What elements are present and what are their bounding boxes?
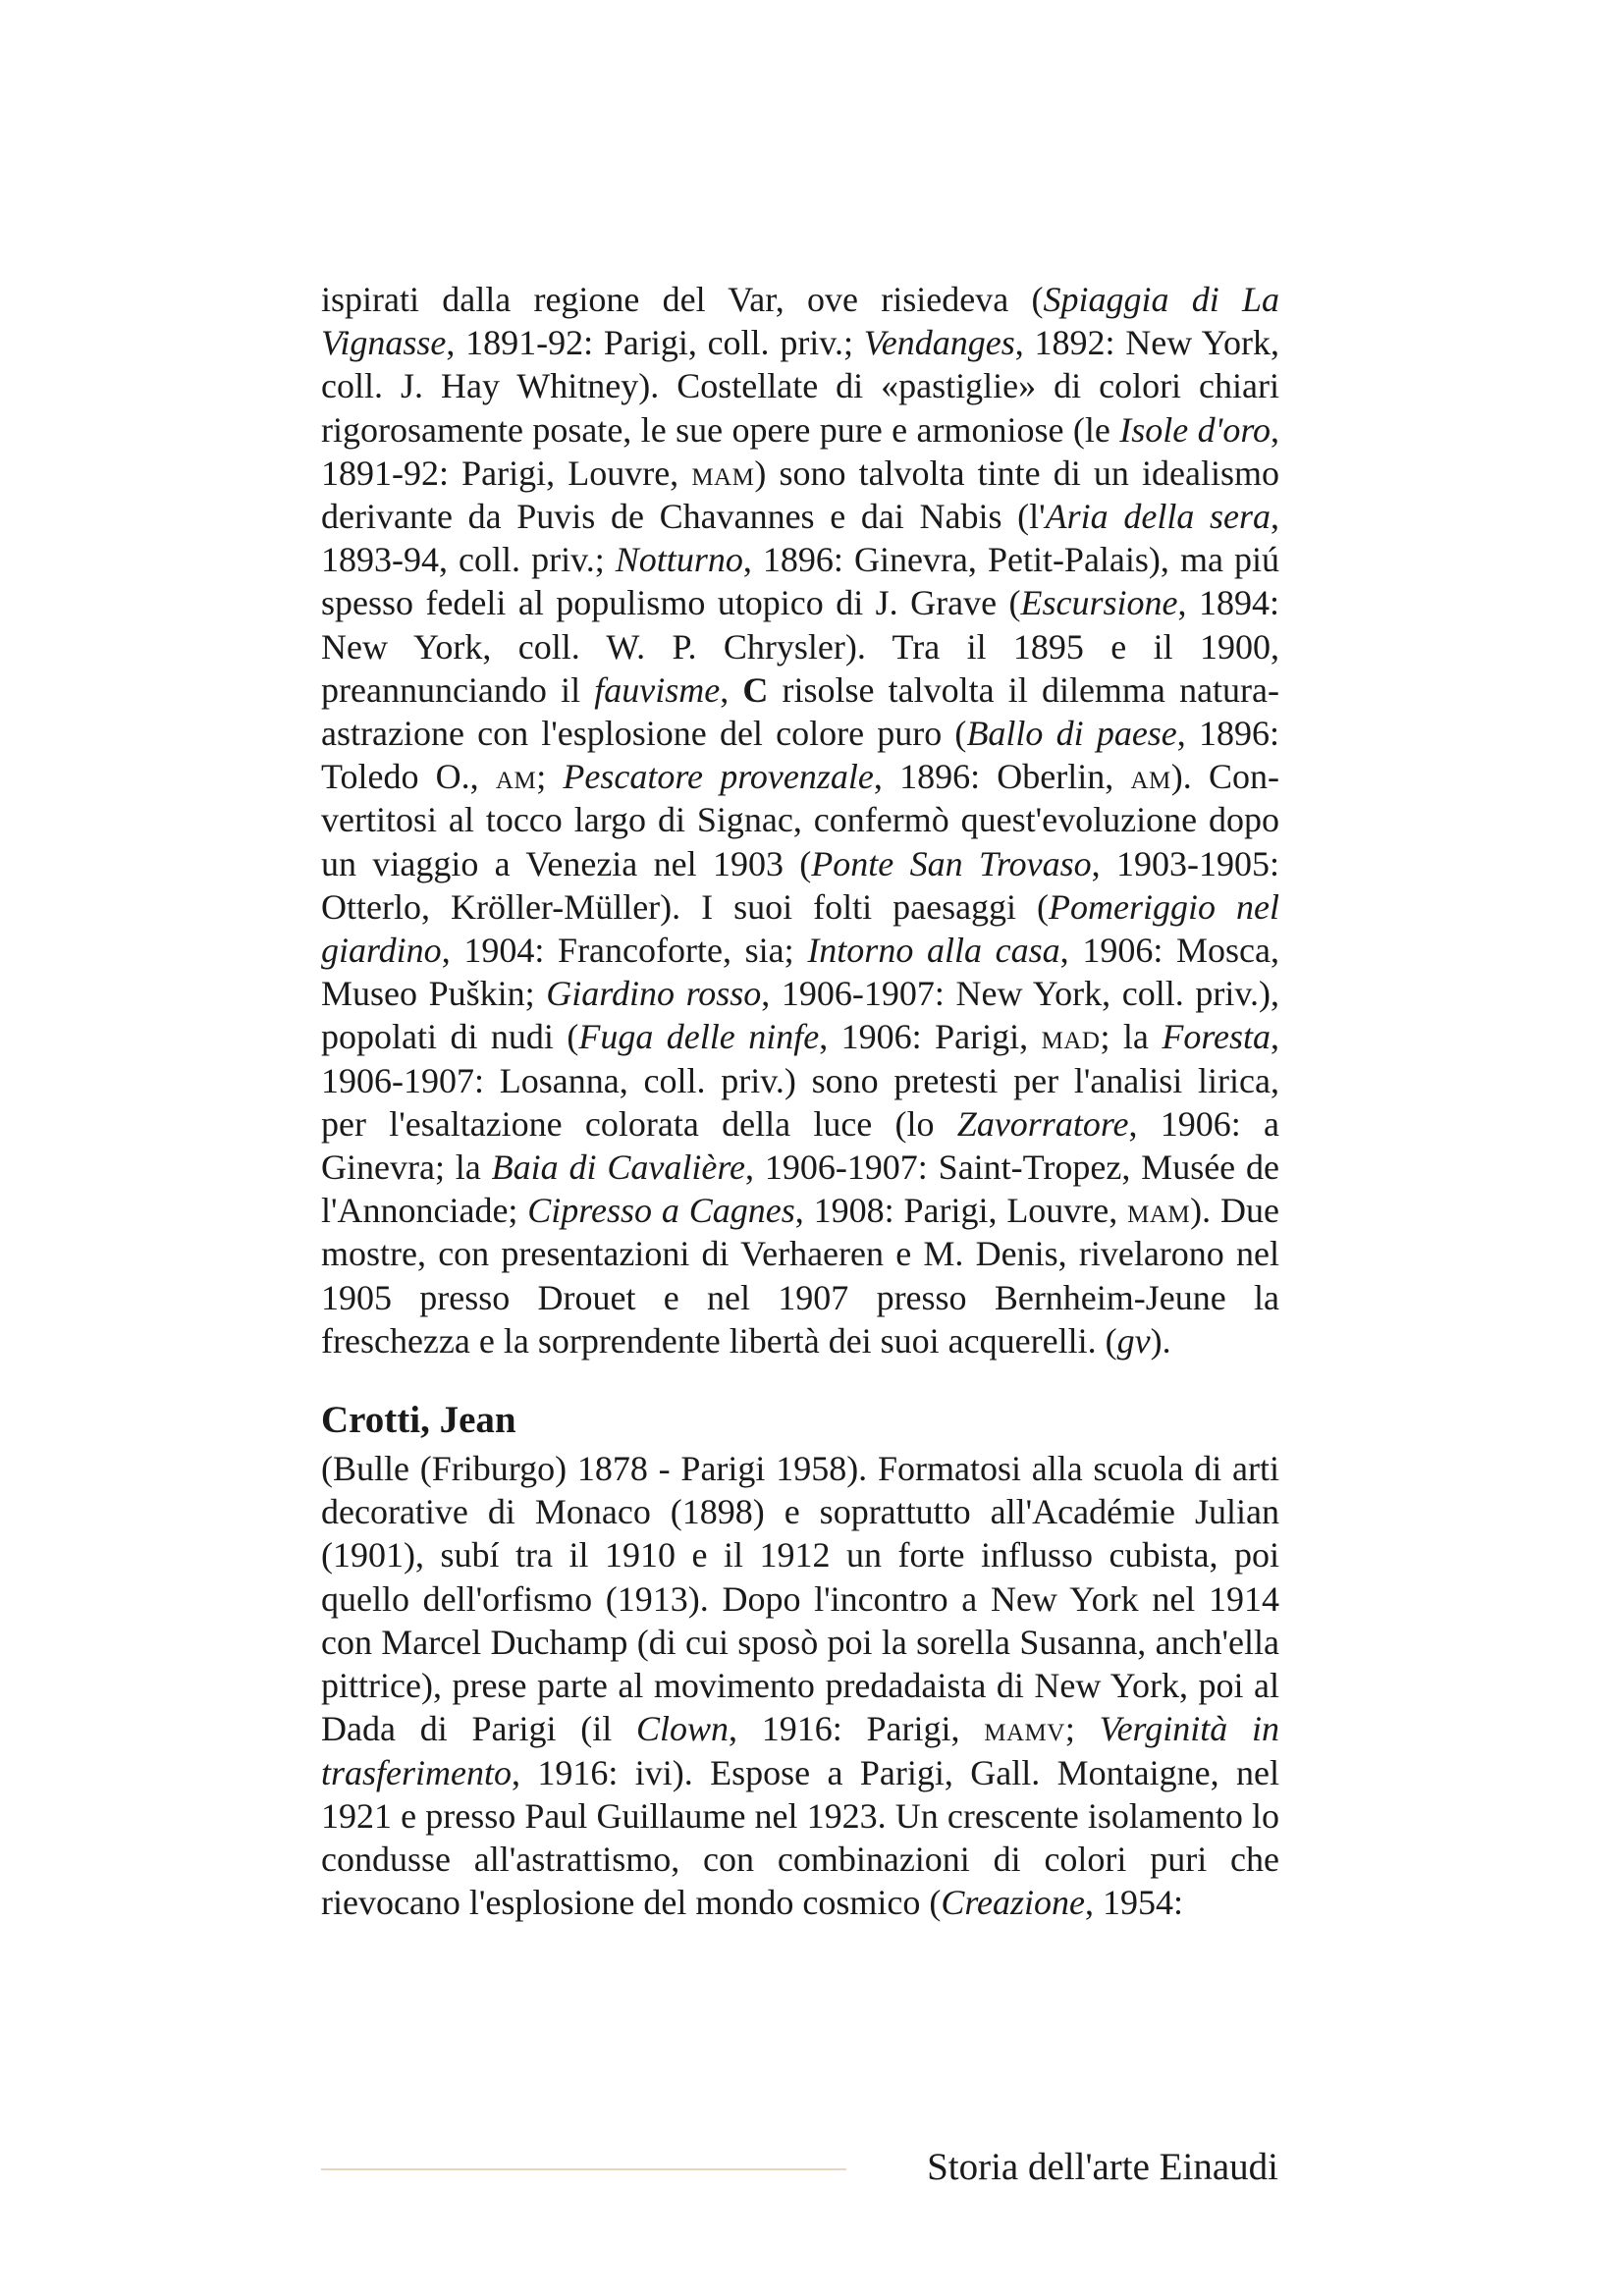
italic-title-run: Verginità in trasferimento — [321, 1709, 1279, 1792]
text-run: , 1916: ivi). Espose a Parigi, Gall. Montaigne, nel 1921 e presso Paul Guillaume nel 1923. Un crescente isolamento lo condusse all'astrattismo, con combinazioni di colori puri che rievocano l'esplosione del mondo cosmico ( — [321, 1752, 1279, 1923]
entry-continued-paragraph — [321, 278, 1279, 1362]
text-run: , 1906-1907: Saint-Tropez, Musée de l'Annonciade; — [321, 1148, 1279, 1231]
italic-title-run: Isole d'oro — [1119, 409, 1271, 450]
text-run: , 1891-92: Parigi, coll. priv.; — [446, 323, 864, 363]
italic-title-run: Pomeriggio nel giardino — [321, 886, 1279, 971]
museum-abbreviation: mad — [1041, 1017, 1101, 1057]
text-run: ; — [1064, 1709, 1100, 1749]
text-run: ispirati dalla regione del Var, ove risiedeva ( — [321, 280, 1044, 319]
text-run: (Bulle (Friburgo) 1878 - Parigi 1958). Formatosi alla scuola di arti decorative di Monaco (1898) e soprattutto all'Académie Julian (1901), subí tra il 1910 e il 1912 un forte influsso cubista, poi quello dell'orfismo (1913). Dopo l'incontro a New York nel 1914 con Marcel Duchamp (di cui sposò poi la sorella Susanna, anch'ella pittrice), prese parte al movimento predadaista di New York, poi al Dada di Parigi (il — [321, 1449, 1279, 1749]
text-run: , 1904: Francoforte, sia; — [441, 931, 808, 971]
museum-abbreviation: mamv — [984, 1709, 1065, 1749]
text-run: , 1893-94, coll. priv.; — [321, 497, 1279, 580]
museum-abbreviation: am — [495, 757, 537, 797]
italic-title-run: Zavorratore — [956, 1103, 1129, 1144]
italic-title-run: Pescatore provenzale — [563, 757, 874, 797]
museum-abbreviation: am — [1130, 757, 1171, 797]
bold-run: C — [742, 669, 769, 710]
text-run: , 1896: Ginevra, Petit-Palais), ma piú spesso fedeli al populismo utopico di J. Grave ( — [321, 540, 1280, 623]
italic-title-run: Cipresso a Cagnes — [527, 1191, 795, 1231]
text-run: , 1906: Parigi, — [819, 1017, 1042, 1057]
text-run: , 1916: Parigi, — [728, 1709, 985, 1749]
italic-title-run: Escursione — [1020, 583, 1178, 623]
italic-title-run: Clown — [635, 1709, 729, 1749]
italic-title-run: Spiaggia di La Vignasse — [321, 280, 1279, 363]
text-run: , 1906-1907: Losanna, coll. priv.) sono pretesti per l'analisi lirica, per l'esaltazione colorata della luce (lo — [321, 1017, 1279, 1144]
italic-title-run: gv — [1116, 1320, 1151, 1361]
text-run: , 1891-92: Parigi, Louvre, — [321, 409, 1279, 493]
entry-crotti-paragraph — [321, 1447, 1279, 1924]
text-run: risolse talvolta il dilemma natura-astrazione con l'esplosione del colore puro ( — [321, 669, 1279, 754]
text-run: ). — [1150, 1320, 1171, 1361]
text-run: , 1906: a Ginevra; la — [321, 1103, 1279, 1188]
italic-title-run: Aria della sera — [1045, 497, 1271, 537]
italic-title-run: Intorno alla casa — [807, 931, 1060, 971]
text-run: , 1896: Toledo O., — [321, 714, 1279, 797]
text-run: , 1906-1907: New York, coll. priv.), popolati di nudi ( — [321, 974, 1280, 1057]
text-run: , — [720, 669, 743, 710]
text-run: , 1908: Parigi, Louvre, — [794, 1191, 1128, 1231]
text-run: ). Due mostre, con presentazioni di Verhaeren e M. Denis, rivelarono nel 1905 presso Drouet e nel 1907 presso Bernheim-Jeune la freschezza e la sorprendente libertà dei suoi acquerelli. ( — [321, 1191, 1279, 1361]
text-run: ; — [536, 757, 564, 797]
italic-title-run: Foresta — [1162, 1017, 1271, 1057]
page-body — [321, 278, 1279, 1924]
footer-rule — [321, 2168, 846, 2170]
text-run: ) sono talvolta tinte di un idealismo derivante da Puvis de Chavannes e dai Nabis (l' — [321, 453, 1279, 537]
text-run: , 1906: Mosca, Museo Puškin; — [321, 931, 1279, 1014]
italic-title-run: Baia di Cavalière — [491, 1148, 745, 1188]
italic-title-run: Creazione — [941, 1883, 1085, 1923]
text-run: ). Convertitosi al tocco largo di Signac, confermò quest'evoluzione dopo un viaggio a Venezia nel 1903 ( — [321, 757, 1279, 883]
entry-heading-crotti-jean: Crotti, Jean — [321, 1399, 516, 1442]
italic-title-run: fauvisme — [594, 669, 721, 710]
text-run: , 1896: Oberlin, — [873, 757, 1131, 797]
museum-abbreviation: mam — [691, 453, 755, 493]
museum-abbreviation: mam — [1127, 1191, 1191, 1231]
text-run: , 1954: — [1085, 1883, 1184, 1923]
italic-title-run: Ballo di paese — [966, 714, 1177, 754]
text-run: , 1894: New York, coll. W. P. Chrysler). Tra il 1895 e il 1900, preannunciando il — [321, 583, 1279, 710]
italic-title-run: Notturno — [615, 540, 743, 580]
italic-title-run: Vendanges — [863, 323, 1015, 363]
text-run: ; la — [1100, 1017, 1163, 1057]
italic-title-run: Giardino rosso — [546, 974, 762, 1014]
italic-title-run: Ponte San Trovaso — [811, 843, 1092, 883]
text-run: , 1892: New York, coll. J. Hay Whitney). Costellate di «pastiglie» di colori chiari rigorosamente posate, le sue opere pure e armoniose (le — [321, 323, 1279, 450]
footer-title: Storia dell'arte Einaudi — [927, 2146, 1278, 2188]
italic-title-run: Fuga delle ninfe — [578, 1017, 820, 1057]
text-run: , 1903-1905: Otterlo, Kröller-Müller). I suoi folti paesaggi ( — [321, 843, 1280, 927]
